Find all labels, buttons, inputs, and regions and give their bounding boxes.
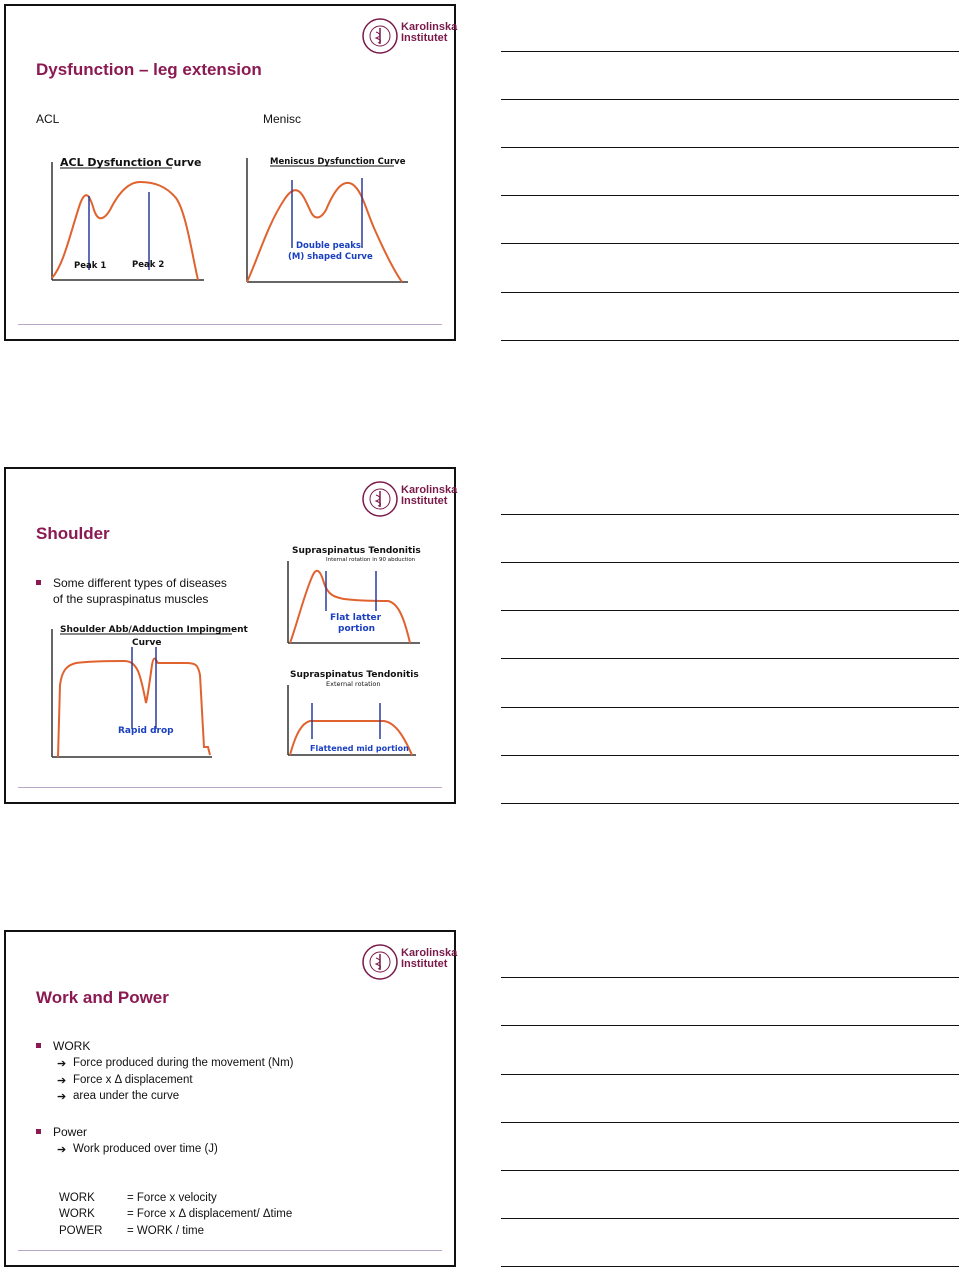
formula-expr: = WORK / time [127,1225,204,1237]
note-line [501,1074,959,1075]
note-line [501,658,959,659]
acl-peak2-label: Peak 2 [132,260,165,270]
logo-line1: Karolinska [401,947,458,959]
tendonitis1-subtitle: Internal rotation in 90 abduction [326,557,416,563]
work-label: WORK [53,1039,91,1053]
impingement-curve [58,659,210,757]
logo-line2: Institutet [401,958,448,970]
bullet-line2: of the supraspinatus muscles [53,592,209,606]
square-bullet-icon [36,1043,41,1048]
impingement-title-line1: Shoulder Abb/Adduction Impingment [60,625,248,635]
note-line [501,195,959,196]
acl-dysfunction-chart [46,154,206,284]
slide-title: Work and Power [36,988,169,1007]
slide-divider [18,1250,442,1251]
tendonitis2-note: Flattened mid portion [310,744,409,753]
karolinska-logo [361,16,458,60]
menisc-curve [247,183,402,282]
slide-divider [18,787,442,788]
bullet-line1: Some different types of diseases [53,576,227,590]
logo-line2: Institutet [401,32,448,44]
impingement-title-line2: Curve [132,638,162,648]
slide-1 [4,4,456,341]
formula-expr: = Force x Δ displacement/ Δtime [127,1208,293,1220]
menisc-note-line2: (M) shaped Curve [288,252,373,262]
note-line [501,51,959,52]
note-line [501,1170,959,1171]
tendonitis1-title: Supraspinatus Tendonitis [292,546,421,556]
square-bullet-icon [36,1129,41,1134]
karolinska-seal-icon [361,479,399,519]
note-line [501,707,959,708]
karolinska-logo [361,942,458,986]
slide-title: Dysfunction – leg extension [36,60,262,79]
acl-label: ACL [36,112,60,126]
tendonitis1-note-line2: portion [338,624,376,634]
note-line [501,514,959,515]
slide-title: Shoulder [36,524,110,543]
note-line [501,243,959,244]
work-item: Force x Δ displacement [73,1074,193,1086]
power-label: Power [53,1125,88,1139]
note-line [501,292,959,293]
arrow-right-icon: ➔ [57,1144,67,1156]
formula-name: WORK [59,1208,95,1220]
acl-peak1-label: Peak 1 [74,261,107,271]
formula-name: WORK [59,1192,95,1204]
arrow-right-icon: ➔ [57,1075,67,1087]
note-line [501,562,959,563]
note-line [501,755,959,756]
logo-line1: Karolinska [401,21,458,33]
impingement-note: Rapid drop [118,726,174,736]
note-line [501,99,959,100]
tendonitis2-title: Supraspinatus Tendonitis [290,670,419,680]
note-line [501,1218,959,1219]
note-line [501,803,959,804]
formula-expr: = Force x velocity [127,1192,217,1204]
work-item: area under the curve [73,1090,180,1102]
tendonitis2-subtitle: External rotation [326,680,381,688]
karolinska-seal-icon [361,16,399,56]
square-bullet-icon [36,580,41,585]
note-line [501,1122,959,1123]
menisc-chart-title: Meniscus Dysfunction Curve [270,157,406,167]
logo-line1: Karolinska [401,484,458,496]
slide-3 [4,930,456,1267]
formula-name: POWER [59,1225,103,1237]
note-line [501,610,959,611]
note-line [501,147,959,148]
tendonitis-internal-chart [284,543,424,647]
arrow-right-icon: ➔ [57,1091,67,1103]
slide-2 [4,467,456,804]
note-line [501,340,959,341]
work-item: Force produced during the movement (Nm) [73,1057,294,1069]
karolinska-logo [361,479,458,523]
arrow-right-icon: ➔ [57,1058,67,1070]
acl-chart-title: ACL Dysfunction Curve [60,156,202,169]
menisc-note-line1: Double peaks [296,241,361,251]
slide-divider [18,324,442,325]
note-line [501,977,959,978]
tendonitis-external-chart [284,667,424,763]
impingement-chart [46,619,248,761]
karolinska-seal-icon [361,942,399,982]
menisc-label: Menisc [263,112,302,126]
tendonitis1-note-line1: Flat latter [330,613,382,623]
meniscus-dysfunction-chart [242,154,412,288]
note-line [501,1025,959,1026]
power-item: Work produced over time (J) [73,1143,218,1155]
note-line [501,1266,959,1267]
logo-line2: Institutet [401,495,448,507]
